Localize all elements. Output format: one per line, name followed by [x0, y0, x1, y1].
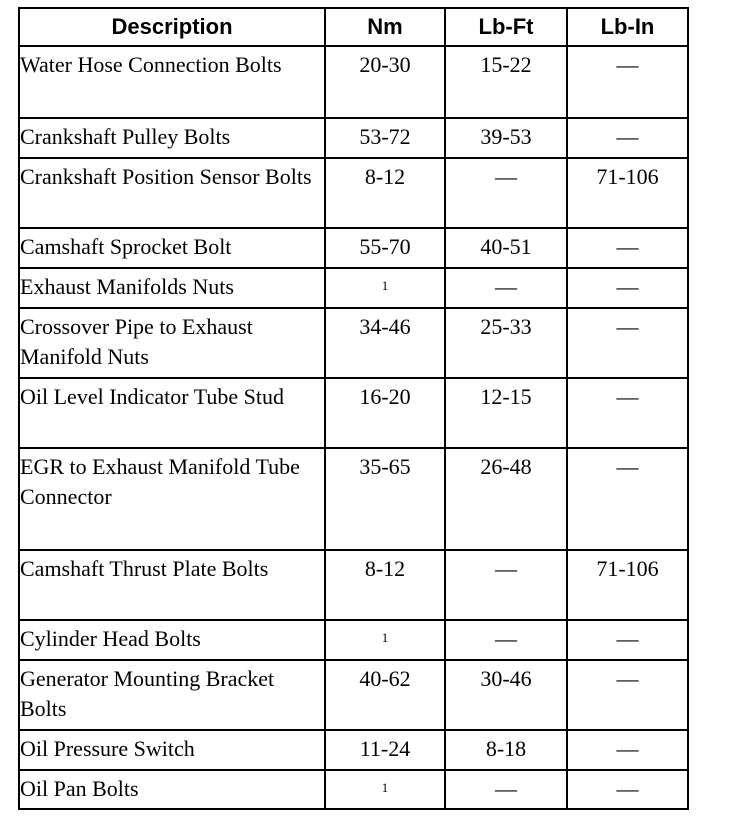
- row-lb-in: 71-106: [567, 550, 688, 620]
- table-header-row: [19, 8, 688, 46]
- table-row: [19, 158, 688, 228]
- row-description: Oil Pan Bolts: [19, 770, 325, 809]
- row-nm: [325, 770, 445, 809]
- row-lb-ft: 40-51: [445, 228, 567, 268]
- row-lb-in: —: [567, 378, 688, 448]
- row-description: Camshaft Thrust Plate Bolts: [19, 550, 325, 620]
- row-description: Oil Level Indicator Tube Stud: [19, 378, 325, 448]
- row-nm: 16-20: [325, 378, 445, 448]
- row-lb-ft: —: [445, 550, 567, 620]
- table-row: [19, 268, 688, 308]
- row-lb-in: —: [567, 228, 688, 268]
- footnote-marker: 1: [381, 278, 389, 293]
- footnote-marker: 1: [381, 630, 389, 645]
- row-lb-ft: —: [445, 158, 567, 228]
- table-row: [19, 620, 688, 660]
- row-lb-in: —: [567, 118, 688, 158]
- footnote-marker: 1: [381, 780, 389, 795]
- table-row: [19, 448, 688, 550]
- row-description: Exhaust Manifolds Nuts: [19, 268, 325, 308]
- row-nm: 55-70: [325, 228, 445, 268]
- header-nm: Nm: [325, 8, 445, 46]
- row-lb-ft: 30-46: [445, 660, 567, 730]
- table-row: [19, 308, 688, 378]
- row-nm: 8-12: [325, 158, 445, 228]
- header-description: Description: [19, 8, 325, 46]
- row-lb-ft: 25-33: [445, 308, 567, 378]
- row-lb-ft: —: [445, 268, 567, 308]
- row-nm: 35-65: [325, 448, 445, 550]
- row-lb-in: —: [567, 660, 688, 730]
- row-lb-in: —: [567, 620, 688, 660]
- row-nm: 20-30: [325, 46, 445, 118]
- row-nm: 53-72: [325, 118, 445, 158]
- row-nm: [325, 620, 445, 660]
- row-description: Crankshaft Position Sensor Bolts: [19, 158, 325, 228]
- table-row: [19, 770, 688, 809]
- row-lb-in: 71-106: [567, 158, 688, 228]
- row-lb-in: —: [567, 268, 688, 308]
- row-description: Crankshaft Pulley Bolts: [19, 118, 325, 158]
- table-row: [19, 378, 688, 448]
- torque-spec-table: [18, 7, 689, 810]
- table-row: [19, 228, 688, 268]
- row-nm: [325, 268, 445, 308]
- row-description: Generator Mounting Bracket Bolts: [19, 660, 325, 730]
- row-description: Crossover Pipe to Exhaust Manifold Nuts: [19, 308, 325, 378]
- row-lb-in: —: [567, 308, 688, 378]
- row-nm: 34-46: [325, 308, 445, 378]
- row-nm: 11-24: [325, 730, 445, 770]
- table-row: [19, 46, 688, 118]
- table-row: [19, 660, 688, 730]
- row-description: Water Hose Connection Bolts: [19, 46, 325, 118]
- table-row: [19, 730, 688, 770]
- row-description: Cylinder Head Bolts: [19, 620, 325, 660]
- row-lb-ft: 8-18: [445, 730, 567, 770]
- row-lb-ft: 12-15: [445, 378, 567, 448]
- row-description: Oil Pressure Switch: [19, 730, 325, 770]
- row-lb-ft: —: [445, 770, 567, 809]
- row-lb-in: —: [567, 730, 688, 770]
- header-lb-ft: Lb-Ft: [445, 8, 567, 46]
- row-nm: 40-62: [325, 660, 445, 730]
- row-lb-ft: 15-22: [445, 46, 567, 118]
- row-lb-in: —: [567, 46, 688, 118]
- row-lb-ft: 26-48: [445, 448, 567, 550]
- table-row: [19, 118, 688, 158]
- row-description: Camshaft Sprocket Bolt: [19, 228, 325, 268]
- row-lb-in: —: [567, 448, 688, 550]
- header-lb-in: Lb-In: [567, 8, 688, 46]
- row-lb-ft: 39-53: [445, 118, 567, 158]
- table-row: [19, 550, 688, 620]
- row-nm: 8-12: [325, 550, 445, 620]
- row-lb-ft: —: [445, 620, 567, 660]
- row-description: EGR to Exhaust Manifold Tube Connector: [19, 448, 325, 550]
- row-lb-in: —: [567, 770, 688, 809]
